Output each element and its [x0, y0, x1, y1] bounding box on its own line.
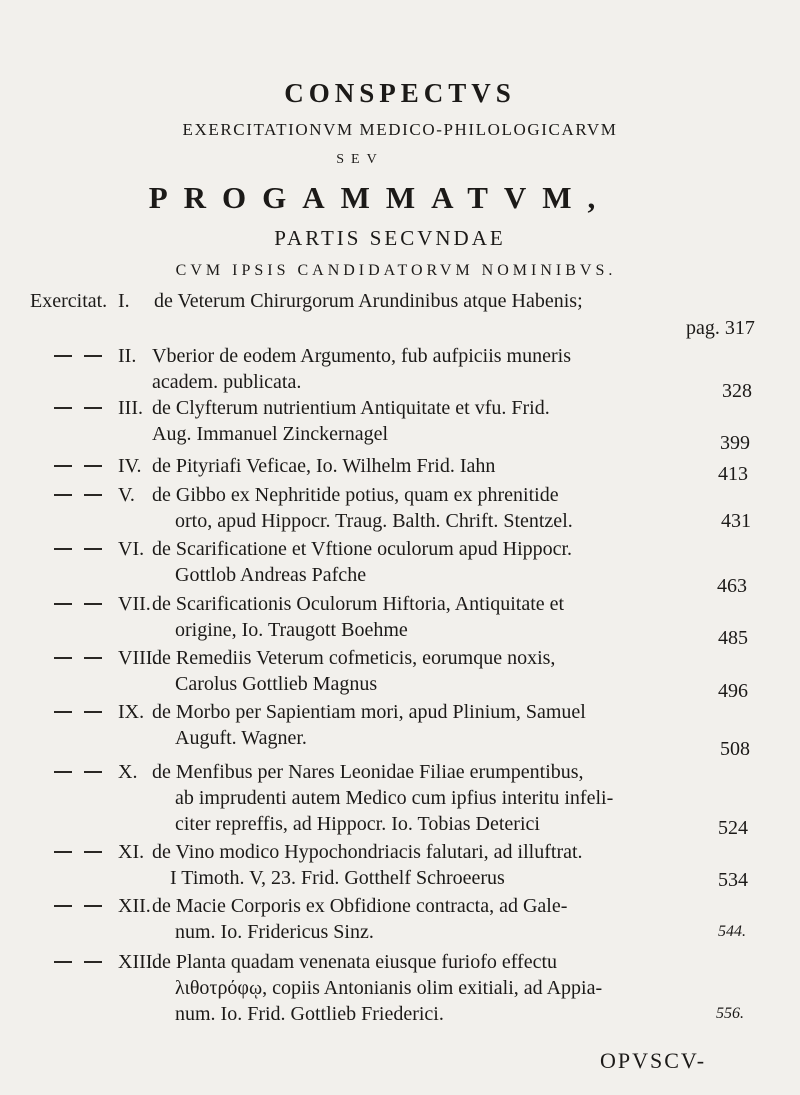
entry-line: Auguft. Wagner.: [175, 727, 307, 749]
entry-line: I Timoth. V, 23. Frid. Gotthelf Schroeerus: [170, 867, 505, 889]
entry-line: Vberior de eodem Argumento, fub aufpiciis muneris: [152, 345, 571, 367]
ditto-dash: [54, 355, 72, 357]
page-number: 485: [718, 627, 748, 649]
entry-line: de Morbo per Sapientiam mori, apud Plinium, Samuel: [152, 701, 586, 723]
entry-number: I.: [118, 290, 130, 312]
entry-number: XII.: [118, 895, 151, 917]
title-exercitationum: EXERCITATIONVM MEDICO-PHILOLOGICARVM: [182, 120, 618, 139]
ditto-dash: [84, 657, 102, 659]
entry-line: λιθοτρόφῳ, copiis Antonianis olim exitiali, ad Appia-: [175, 977, 603, 999]
entry-line: de Macie Corporis ex Obfidione contracta, ad Gale-: [152, 895, 568, 917]
ditto-dash: [84, 771, 102, 773]
page-number: 413: [718, 463, 748, 485]
entry-line: Gottlob Andreas Pafche: [175, 564, 367, 586]
ditto-dash: [54, 905, 72, 907]
ditto-dash: [84, 355, 102, 357]
ditto-dash: [54, 603, 72, 605]
title-conspectus: CONSPECTVS: [284, 78, 516, 108]
entry-line: de Scarificationis Oculorum Hiftoria, Antiquitate et: [152, 593, 565, 615]
entry-number: IV.: [118, 455, 142, 477]
catchword: OPVSCV-: [600, 1048, 707, 1073]
page-number: 556.: [716, 1005, 744, 1022]
ditto-dash: [84, 548, 102, 550]
entry-number: V.: [118, 484, 135, 506]
entry-line: de Remediis Veterum cofmeticis, eorumque noxis,: [152, 647, 556, 669]
entry-line: academ. publicata.: [152, 371, 302, 393]
entry-line: Carolus Gottlieb Magnus: [175, 673, 378, 695]
title-partis-secundae: PARTIS SECVNDAE: [274, 226, 506, 250]
ditto-dash: [84, 851, 102, 853]
entry-number: II.: [118, 345, 137, 367]
entry-line: de Clyfterum nutrientium Antiquitate et vfu. Frid.: [152, 397, 550, 419]
page-number: 534: [718, 869, 748, 891]
title-candidatorum: CVM IPSIS CANDIDATORVM NOMINIBVS.: [175, 262, 617, 279]
entry-line: de Scarificatione et Vftione oculorum apud Hippocr.: [152, 538, 573, 560]
entry-line: ab imprudenti autem Medico cum ipfius interitu infeli-: [175, 787, 614, 809]
title-sev: SEV: [336, 152, 384, 167]
page-number: 399: [720, 432, 750, 454]
page-number: pag. 317: [686, 317, 755, 339]
entry-number: VI.: [118, 538, 145, 560]
page-number: 508: [720, 738, 750, 760]
ditto-dash: [54, 494, 72, 496]
page-number: 496: [718, 680, 748, 702]
ditto-dash: [54, 657, 72, 659]
ditto-dash: [84, 603, 102, 605]
ditto-dash: [84, 407, 102, 409]
ditto-dash: [54, 961, 72, 963]
entry-number: XI.: [118, 841, 145, 863]
ditto-dash: [84, 711, 102, 713]
entry-line: de Veterum Chirurgorum Arundinibus atque Habenis;: [154, 290, 583, 312]
entry-number: VIII.: [118, 647, 158, 669]
page-number: 544.: [718, 923, 746, 940]
entry-number: III.: [118, 397, 143, 419]
entry-line: de Gibbo ex Nephritide potius, quam ex phrenitide: [152, 484, 559, 506]
entry-number: XIII.: [118, 951, 158, 973]
entry-line: orto, apud Hippocr. Traug. Balth. Chrift. Stentzel.: [175, 510, 573, 532]
entry-line: de Menfibus per Nares Leonidae Filiae erumpentibus,: [152, 761, 584, 783]
entry-line: num. Io. Fridericus Sinz.: [175, 921, 374, 943]
ditto-dash: [84, 905, 102, 907]
entry-line: Aug. Immanuel Zinckernagel: [152, 423, 389, 445]
ditto-dash: [54, 465, 72, 467]
entry-line: de Pityriafi Veficae, Io. Wilhelm Frid. Iahn: [152, 455, 496, 477]
ditto-dash: [84, 494, 102, 496]
page-number: 463: [717, 575, 747, 597]
title-programmatum: PROGAMMATVM,: [148, 180, 612, 215]
ditto-dash: [84, 961, 102, 963]
entry-line: de Vino modico Hypochondriacis falutari, ad illuftrat.: [152, 841, 583, 863]
entry-line: citer repreffis, ad Hippocr. Io. Tobias Deterici: [175, 813, 540, 835]
ditto-dash: [54, 548, 72, 550]
page-number: 524: [718, 817, 748, 839]
exercitat-label: Exercitat.: [30, 290, 108, 312]
ditto-dash: [84, 465, 102, 467]
ditto-dash: [54, 851, 72, 853]
entry-number: VII.: [118, 593, 151, 615]
page-number: 328: [722, 380, 752, 402]
entry-line: origine, Io. Traugott Boehme: [175, 619, 408, 641]
entry-line: num. Io. Frid. Gottlieb Friederici.: [175, 1003, 444, 1025]
entry-line: de Planta quadam venenata eiusque furiofo effectu: [152, 951, 558, 973]
entry-number: IX.: [118, 701, 145, 723]
ditto-dash: [54, 407, 72, 409]
page-number: 431: [721, 510, 751, 532]
ditto-dash: [54, 771, 72, 773]
ditto-dash: [54, 711, 72, 713]
entry-number: X.: [118, 761, 138, 783]
